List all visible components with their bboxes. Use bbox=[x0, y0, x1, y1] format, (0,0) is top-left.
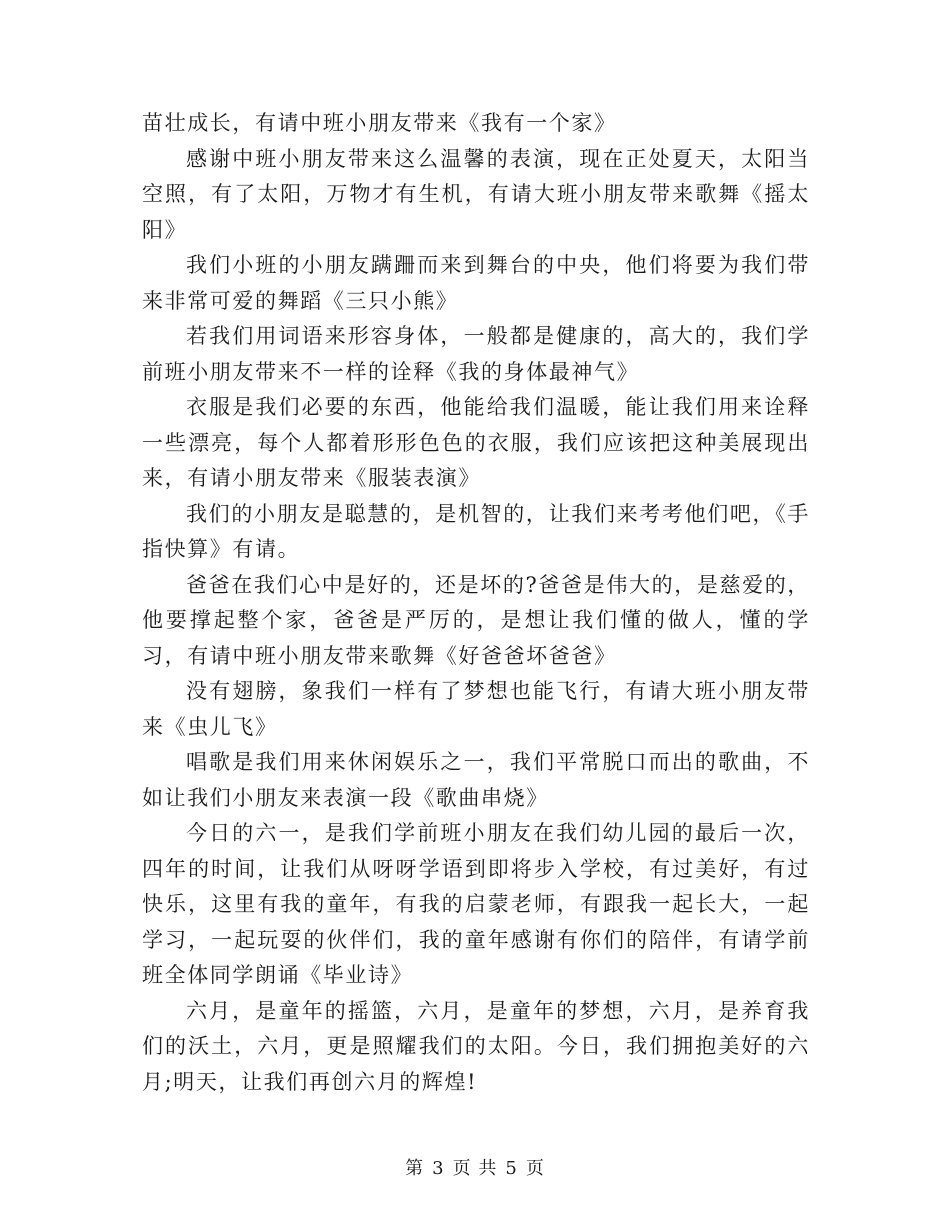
document-body bbox=[142, 106, 810, 1100]
footer-middle: 页 共 bbox=[452, 1158, 498, 1179]
paragraph: 没有翅膀，象我们一样有了梦想也能飞行，有请大班小朋友带来《虫儿飞》 bbox=[142, 679, 810, 739]
paragraph: 六月，是童年的摇篮，六月，是童年的梦想，六月，是养育我们的沃土，六月，更是照耀我们的太阳。今日，我们拥抱美好的六月;明天，让我们再创六月的辉煌! bbox=[142, 998, 810, 1094]
current-page-number: 3 bbox=[432, 1158, 445, 1179]
paragraph: 我们的小朋友是聪慧的，是机智的，让我们来考考他们吧，《手指快算》有请。 bbox=[142, 501, 810, 561]
paragraph: 今日的六一，是我们学前班小朋友在我们幼儿园的最后一次，四年的时间，让我们从呀呀学语到即将步入学校，有过美好，有过快乐，这里有我的童年，有我的启蒙老师，有跟我一起长大，一起学习，一起玩耍的伙伴们，我的童年感谢有你们的陪伴，有请学前班全体同学朗诵《毕业诗》 bbox=[142, 821, 810, 987]
footer-suffix: 页 bbox=[525, 1158, 545, 1179]
paragraph: 感谢中班小朋友带来这么温馨的表演，现在正处夏天，太阳当空照，有了太阳，万物才有生机，有请大班小朋友带来歌舞《摇太阳》 bbox=[142, 146, 810, 242]
footer-prefix: 第 bbox=[405, 1158, 425, 1179]
paragraph: 唱歌是我们用来休闲娱乐之一，我们平常脱口而出的歌曲，不如让我们小朋友来表演一段《歌曲串烧》 bbox=[142, 750, 810, 810]
paragraph-continued: 苗壮成长，有请中班小朋友带来《我有一个家》 bbox=[142, 111, 617, 135]
total-page-count: 5 bbox=[505, 1158, 518, 1179]
paragraph: 爸爸在我们心中是好的，还是坏的?爸爸是伟大的，是慈爱的，他要撑起整个家，爸爸是严厉的，是想让我们懂的做人，懂的学习，有请中班小朋友带来歌舞《好爸爸坏爸爸》 bbox=[142, 572, 810, 668]
paragraph: 若我们用词语来形容身体，一般都是健康的，高大的，我们学前班小朋友带来不一样的诠释《我的身体最神气》 bbox=[142, 324, 810, 384]
page-footer bbox=[0, 1154, 950, 1180]
paragraph: 衣服是我们必要的东西，他能给我们温暖，能让我们用来诠释一些漂亮，每个人都着形形色色的衣服，我们应该把这种美展现出来，有请小朋友带来《服装表演》 bbox=[142, 395, 810, 490]
paragraph: 我们小班的小朋友蹒跚而来到舞台的中央，他们将要为我们带来非常可爱的舞蹈《三只小熊》 bbox=[142, 253, 810, 313]
